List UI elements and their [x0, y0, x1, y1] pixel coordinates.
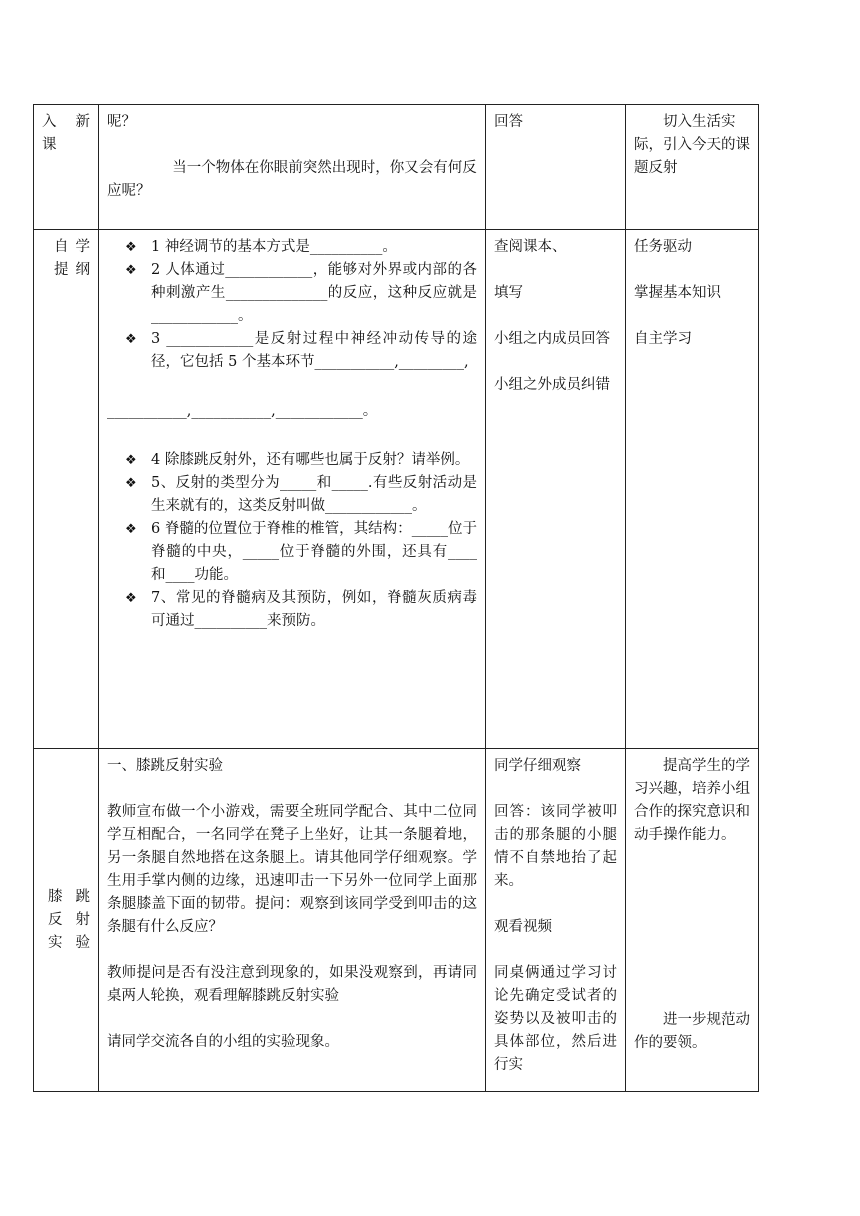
- list-item: ❖ 7、常见的脊髓病及其预防，例如，脊髓灰质病毒可通过__________来预防。: [151, 587, 477, 633]
- diamond-bullet-icon: ❖: [125, 453, 137, 468]
- study-outline-list: [107, 236, 477, 374]
- student-cell: [486, 749, 626, 1092]
- table-row: [34, 230, 759, 749]
- intent-cell: [626, 230, 759, 749]
- list-item: ❖ 2 人体通过____________，能够对外界或内部的各种刺激产生______________的反应，这种反应就是____________。: [151, 259, 477, 328]
- diamond-bullet-icon: ❖: [125, 240, 137, 255]
- lesson-plan-table: [33, 104, 759, 1092]
- content-paragraph: 教师提问是否有没注意到现象的，如果没观察到，再请同桌两人轮换，观看理解膝跳反射实验: [107, 965, 477, 1004]
- study-outline-list: [107, 449, 477, 633]
- student-activity: 小组之内成员回答: [494, 331, 610, 347]
- stage-cell: [34, 230, 99, 749]
- list-item: ❖ 1 神经调节的基本方式是__________。: [151, 236, 477, 259]
- list-item: ❖ 6 脊髓的位置位于脊椎的椎管，其结构：_____位于脊髓的中央，_____位于脊髓的外围，还具有____和____功能。: [151, 518, 477, 587]
- design-intent: 进一步规范动作的要领。: [634, 1012, 750, 1051]
- design-intent: 掌握基本知识: [634, 285, 721, 301]
- student-activity: 回答: [494, 114, 523, 130]
- stage-label: 入 新课: [42, 114, 90, 153]
- content-cell: [99, 105, 486, 230]
- student-activity: 同桌俩通过学习讨论先确定受试者的姿势以及被叩击的具体部位，然后进行实: [494, 965, 617, 1073]
- design-intent: 自主学习: [634, 331, 692, 347]
- list-item: ❖ 3 ____________是反射过程中神经冲动传导的途径，它包括 5 个基本环节___________,_________,: [151, 328, 477, 374]
- stage-label: 膝 跳 反 射 实 验: [48, 888, 90, 951]
- student-activity: 观看视频: [494, 919, 552, 935]
- stage-cell: [34, 105, 99, 230]
- list-item: ❖ 5、反射的类型分为_____和_____.有些反射活动是生来就有的，这类反射叫做____________。: [151, 472, 477, 518]
- student-activity: 填写: [494, 285, 523, 301]
- design-intent: 任务驱动: [634, 239, 692, 255]
- stage-label: 自 学 提 纲: [54, 239, 90, 278]
- content-paragraph: 请同学交流各自的小组的实验现象。: [107, 1034, 339, 1050]
- design-intent: 提高学生的学习兴趣，培养小组合作的探究意识和动手操作能力。: [634, 758, 750, 843]
- student-activity: 同学仔细观察: [494, 758, 581, 774]
- table-row: [34, 749, 759, 1092]
- content-cell: [99, 749, 486, 1092]
- stage-cell: [34, 749, 99, 1092]
- diamond-bullet-icon: ❖: [125, 476, 137, 491]
- student-activity: 回答：该同学被叩击的那条腿的小腿情不自禁地抬了起来。: [494, 804, 617, 889]
- student-cell: [486, 230, 626, 749]
- intent-cell: [626, 105, 759, 230]
- design-intent: 切入生活实际，引入今天的课题反射: [634, 114, 750, 176]
- content-paragraph: 呢？: [107, 114, 136, 130]
- content-paragraph: 教师宣布做一个小游戏，需要全班同学配合、其中二位同学互相配合，一名同学在凳子上坐好，让其一条腿着地，另一条腿自然地搭在这条腿上。请其他同学仔细观察。学生用手掌内侧的边缘，迅速叩击一下另外一位同学上面那条腿膝盖下面的韧带。提问：观察到该同学受到叩击的这条腿有什么反应？: [107, 804, 477, 935]
- content-cell: [99, 230, 486, 749]
- content-paragraph: 一、膝跳反射实验: [107, 758, 223, 774]
- diamond-bullet-icon: ❖: [125, 591, 137, 606]
- diamond-bullet-icon: ❖: [125, 263, 137, 278]
- content-continuation: ___________,___________,____________。: [107, 403, 378, 419]
- diamond-bullet-icon: ❖: [125, 522, 137, 537]
- list-item: ❖ 4 除膝跳反射外，还有哪些也属于反射？请举例。: [151, 449, 477, 472]
- student-activity: 小组之外成员纠错: [494, 377, 610, 393]
- diamond-bullet-icon: ❖: [125, 332, 137, 347]
- student-cell: [486, 105, 626, 230]
- intent-cell: [626, 749, 759, 1092]
- table-row: [34, 105, 759, 230]
- student-activity: 查阅课本、: [494, 239, 567, 255]
- content-paragraph: 当一个物体在你眼前突然出现时，你又会有何反应呢？: [107, 160, 477, 199]
